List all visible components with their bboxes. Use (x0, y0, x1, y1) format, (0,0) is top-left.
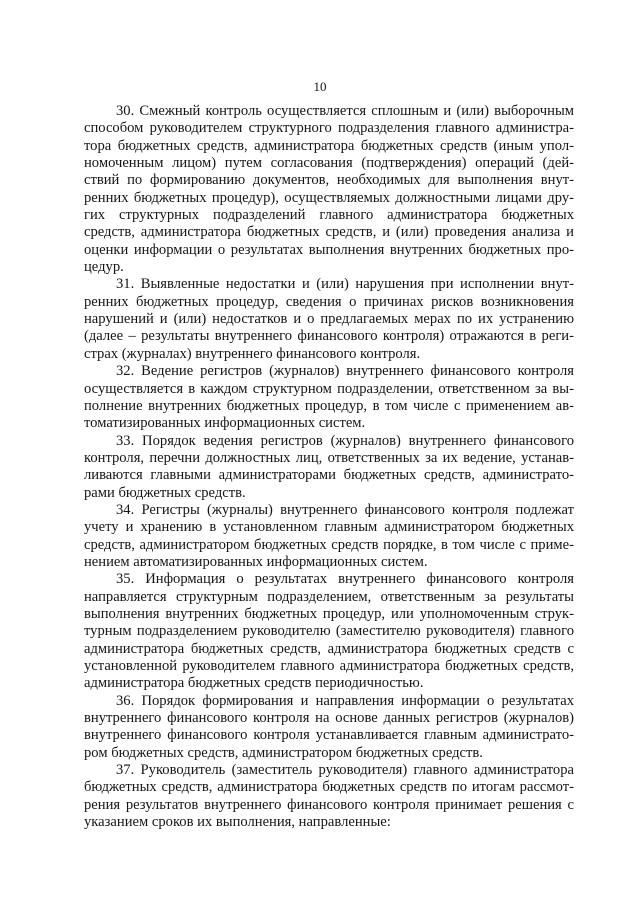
paragraph-31: 31. Выявленные недостатки и (или) нарушения при исполнении внутренних бюджетных процедур, сведения о причинах рисков возникновения нарушений и (или) недостатков и о предлагаемых мерах по их устранению (далее – результаты внутреннего финансового контроля) отражаются в регистрах (журналах) внутреннего финансового контроля. (84, 276, 574, 362)
paragraph-32: 32. Ведение регистров (журналов) внутреннего финансового контроля осуществляется в каждом структурном подразделении, ответственном за выполнение внутренних бюджетных процедур, в том числе с применением автоматизированных информационных систем. (84, 363, 574, 432)
paragraph-30: 30. Смежный контроль осуществляется сплошным и (или) выборочным способом руководителем структурного подразделения главного администратора бюджетных средств, администратора бюджетных средств (иным уполномоченным лицом) путем согласования (подтверждения) операций (действий по формированию документов, необходимых для выполнения внутренних бюджетных процедур), осуществляемых должностными лицами других структурных подразделений главного администратора бюджетных средств, администратора бюджетных средств, и (или) проведения анализа и оценки информации о результатах выполнения внутренних бюджетных процедур. (84, 103, 574, 276)
document-body (84, 103, 574, 831)
paragraph-36: 36. Порядок формирования и направления информации о результатах внутреннего финансового контроля на основе данных регистров (журналов) внутреннего финансового контроля устанавливается главным администратором бюджетных средств, администратором бюджетных средств. (84, 692, 574, 761)
paragraph-34: 34. Регистры (журналы) внутреннего финансового контроля подлежат учету и хранению в установленном главным администратором бюджетных средств, администратором бюджетных средств порядке, в том числе с применением автоматизированных информационных систем. (84, 501, 574, 570)
page-number: 10 (313, 79, 327, 94)
paragraph-35: 35. Информация о результатах внутреннего финансового контроля направляется структурным подразделением, ответственным за результаты выполнения внутренних бюджетных процедур, или уполномоченным структурным подразделением руководителю (заместителю руководителя) главного администратора бюджетных средств, администратора бюджетных средств с установленной руководителем главного администратора бюджетных средств, администратора бюджетных средств периодичностью. (84, 571, 574, 692)
paragraph-37: 37. Руководитель (заместитель руководителя) главного администратора бюджетных средств, администратора бюджетных средств по итогам рассмотрения результатов внутреннего финансового контроля принимает решения с указанием сроков их выполнения, направленные: (84, 762, 574, 831)
paragraph-33: 33. Порядок ведения регистров (журналов) внутреннего финансового контроля, перечни должностных лиц, ответственных за их ведение, устанавливаются главными администраторами бюджетных средств, администраторами бюджетных средств. (84, 432, 574, 501)
